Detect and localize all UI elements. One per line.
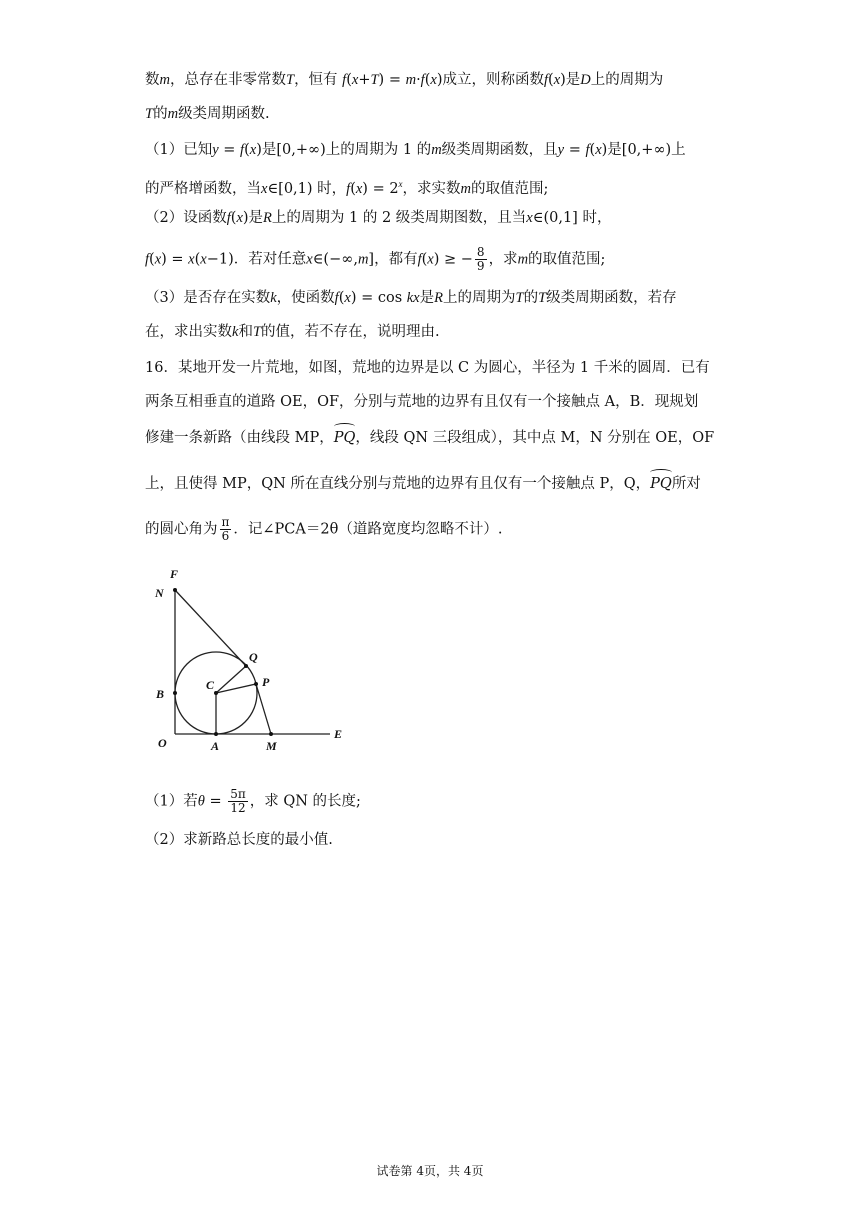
p16-line-3: 修建一条新路（由线段 MP，PQ，线段 QN 三段组成），其中点 M，N 分别在 OE，OF: [145, 430, 715, 446]
label-O: O: [158, 736, 167, 750]
geometry-figure: [150, 565, 360, 755]
label-N: N: [155, 586, 164, 600]
p16-line-4: 上，且使得 MP，QN 所在直线分别与荒地的边界有且仅有一个接触点 P，Q，PQ所对: [145, 476, 701, 492]
segment-CP: [216, 684, 256, 693]
sub-question-1: （1）若θ = $\frac{5\pi}{12}$ ，求 QN 的长度;: [145, 787, 361, 815]
label-A: A: [211, 739, 220, 753]
label-E: E: [334, 727, 343, 741]
q3-line-2: 在，求出实数k和T的值，若不存在，说明理由.: [145, 324, 440, 340]
q1-line-1: （1）已知y = f(x)是[0,+∞)上的周期为 1 的m级类周期函数，且y = f(x)是[0,+∞)上: [145, 142, 686, 158]
label-Q: Q: [249, 650, 258, 664]
point-C: [214, 691, 218, 695]
page-footer: 试卷第 4页，共 4页: [376, 1164, 484, 1178]
q3-line-1: （3）是否存在实数k，使函数f(x) = cos kx是R上的周期为T的T级类周期函数，若存: [145, 290, 677, 306]
point-N: [173, 588, 177, 592]
sub-question-2: （2）求新路总长度的最小值.: [145, 832, 333, 848]
q1-line-2: 的严格增函数，当x∈[0,1) 时，$f(x) = 2^x$，求实数m的取值范围;: [145, 179, 549, 197]
label-M: M: [266, 739, 277, 753]
p16-line-5: 的圆心角为 $\frac{\pi}{6}$ ．记∠PCA＝2θ（道路宽度均忽略不计）.: [145, 515, 503, 543]
label-C: C: [206, 678, 215, 692]
point-M: [269, 732, 273, 736]
segment-PM: [256, 684, 271, 734]
p16-line-1: 16．某地开发一片荒地，如图，荒地的边界是以 C 为圆心，半径为 1 千米的圆周．已有: [145, 360, 710, 376]
point-P: [254, 682, 258, 686]
label-P: P: [262, 675, 270, 689]
point-Q: [244, 664, 248, 668]
segment-NQ: [175, 590, 246, 666]
p16-line-2: 两条互相垂直的道路 OE，OF，分别与荒地的边界有且仅有一个接触点 A，B．现规划: [145, 394, 699, 410]
q2-line-2: f(x) = x(x−1)．若对任意x∈(−∞,m]，都有f(x) ≥ − $\frac{8}{9}$ ，求m的取值范围;: [145, 245, 606, 273]
intro-line-1: 数m，总存在非零常数T，恒有 f(x+T) = m·f(x)成立，则称函数f(x)是D上的周期为: [145, 72, 664, 88]
q2-line-1: （2）设函数f(x)是R上的周期为 1 的 2 级类周期图数，且当x∈(0,1] 时，: [145, 210, 612, 226]
label-F: F: [170, 567, 179, 581]
segment-CQ: [216, 666, 246, 693]
point-B: [173, 691, 177, 695]
intro-line-2: T的m级类周期函数.: [145, 106, 270, 122]
point-A: [214, 732, 218, 736]
label-B: B: [156, 687, 165, 701]
